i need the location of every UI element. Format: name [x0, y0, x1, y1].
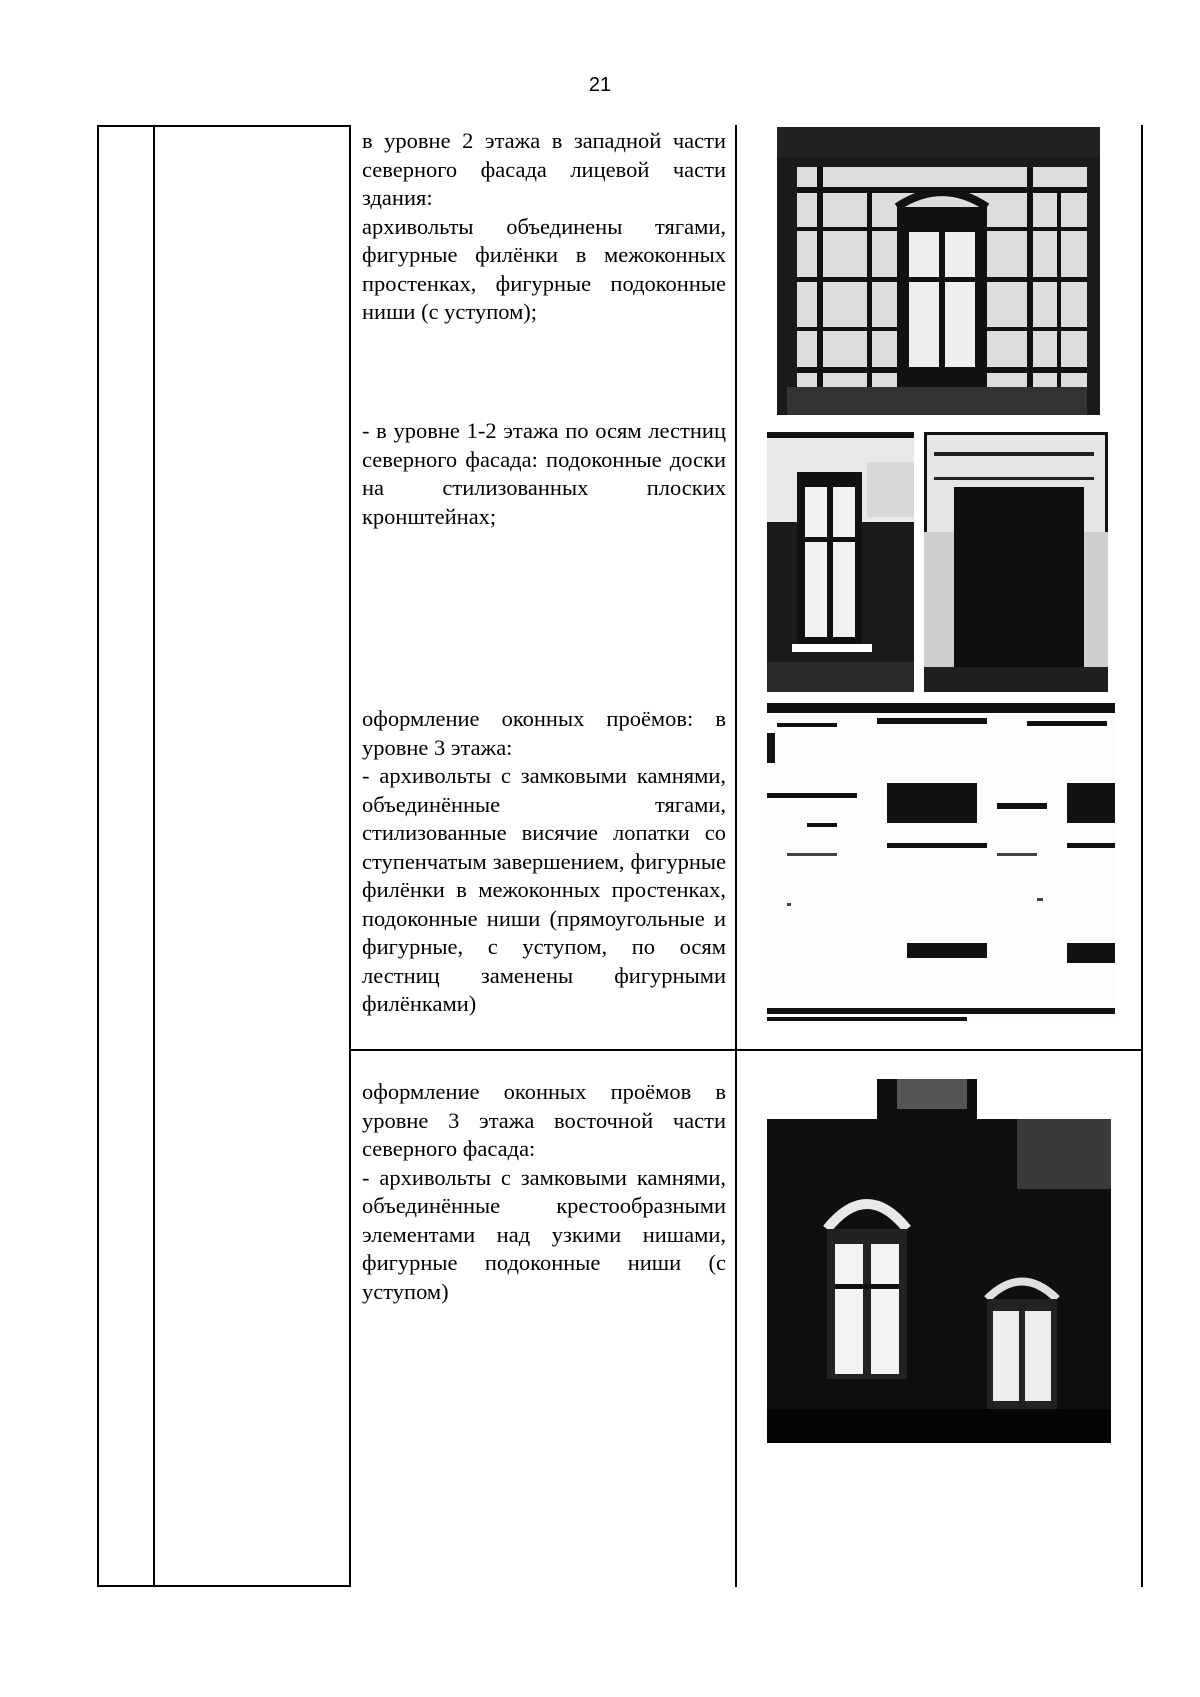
row-2-paragraph-1: - в уровне 1-2 этажа по осям лестниц северного фасада: подоконные доски на стилизованных плоских кронштейнах; [362, 418, 726, 529]
row-1-description [362, 127, 726, 327]
col-border-3 [349, 125, 351, 1587]
col-border-4 [735, 125, 737, 1587]
table-bottom-border [97, 1585, 351, 1587]
row-1-paragraph-2: архивольты объединены тягами, фигурные филёнки в межоконных простенках, фигурные подоконные ниши (с уступом); [362, 213, 726, 324]
facade-photo-3rd-floor [767, 703, 1115, 1023]
facade-photo-stair-axis-left [767, 432, 914, 692]
page-number: 21 [588, 74, 612, 96]
col-border-2 [153, 125, 155, 1587]
row-divider [349, 1049, 1143, 1051]
facade-photo-west-2nd-floor [777, 127, 1100, 415]
row-2-description [362, 417, 726, 531]
col-border-1 [97, 125, 99, 1587]
row-3-description [362, 705, 726, 1019]
facade-photo-east-3rd-floor [767, 1079, 1111, 1443]
table-top-border-left [97, 125, 351, 127]
row-4-description [362, 1078, 726, 1306]
row-4-paragraph-1: оформление оконных проёмов в уровне 3 этажа восточной части северного фасада: [362, 1079, 726, 1161]
row-1-paragraph-1: в уровне 2 этажа в западной части северного фасада лицевой части здания: [362, 128, 726, 210]
row-3-paragraph-2: - архивольты с замковыми камнями, объединённые тягами, стилизованные висячие лопатки со ступенчатым завершением, фигурные филёнки в межоконных простенках, подоконные ниши (прямоугольные и фигурные, с уступом, по осям лестниц заменены фигурными филёнками) [362, 763, 726, 1016]
col-border-5 [1141, 125, 1143, 1587]
facade-photo-stair-axis-right [924, 432, 1108, 692]
row-4-paragraph-2: - архивольты с замковыми камнями, объединённые крестообразными элементами над узкими нишами, фигурные подоконные ниши (с уступом) [362, 1164, 726, 1304]
row-3-paragraph-1: оформление оконных проёмов: в уровне 3 этажа: [362, 706, 726, 760]
